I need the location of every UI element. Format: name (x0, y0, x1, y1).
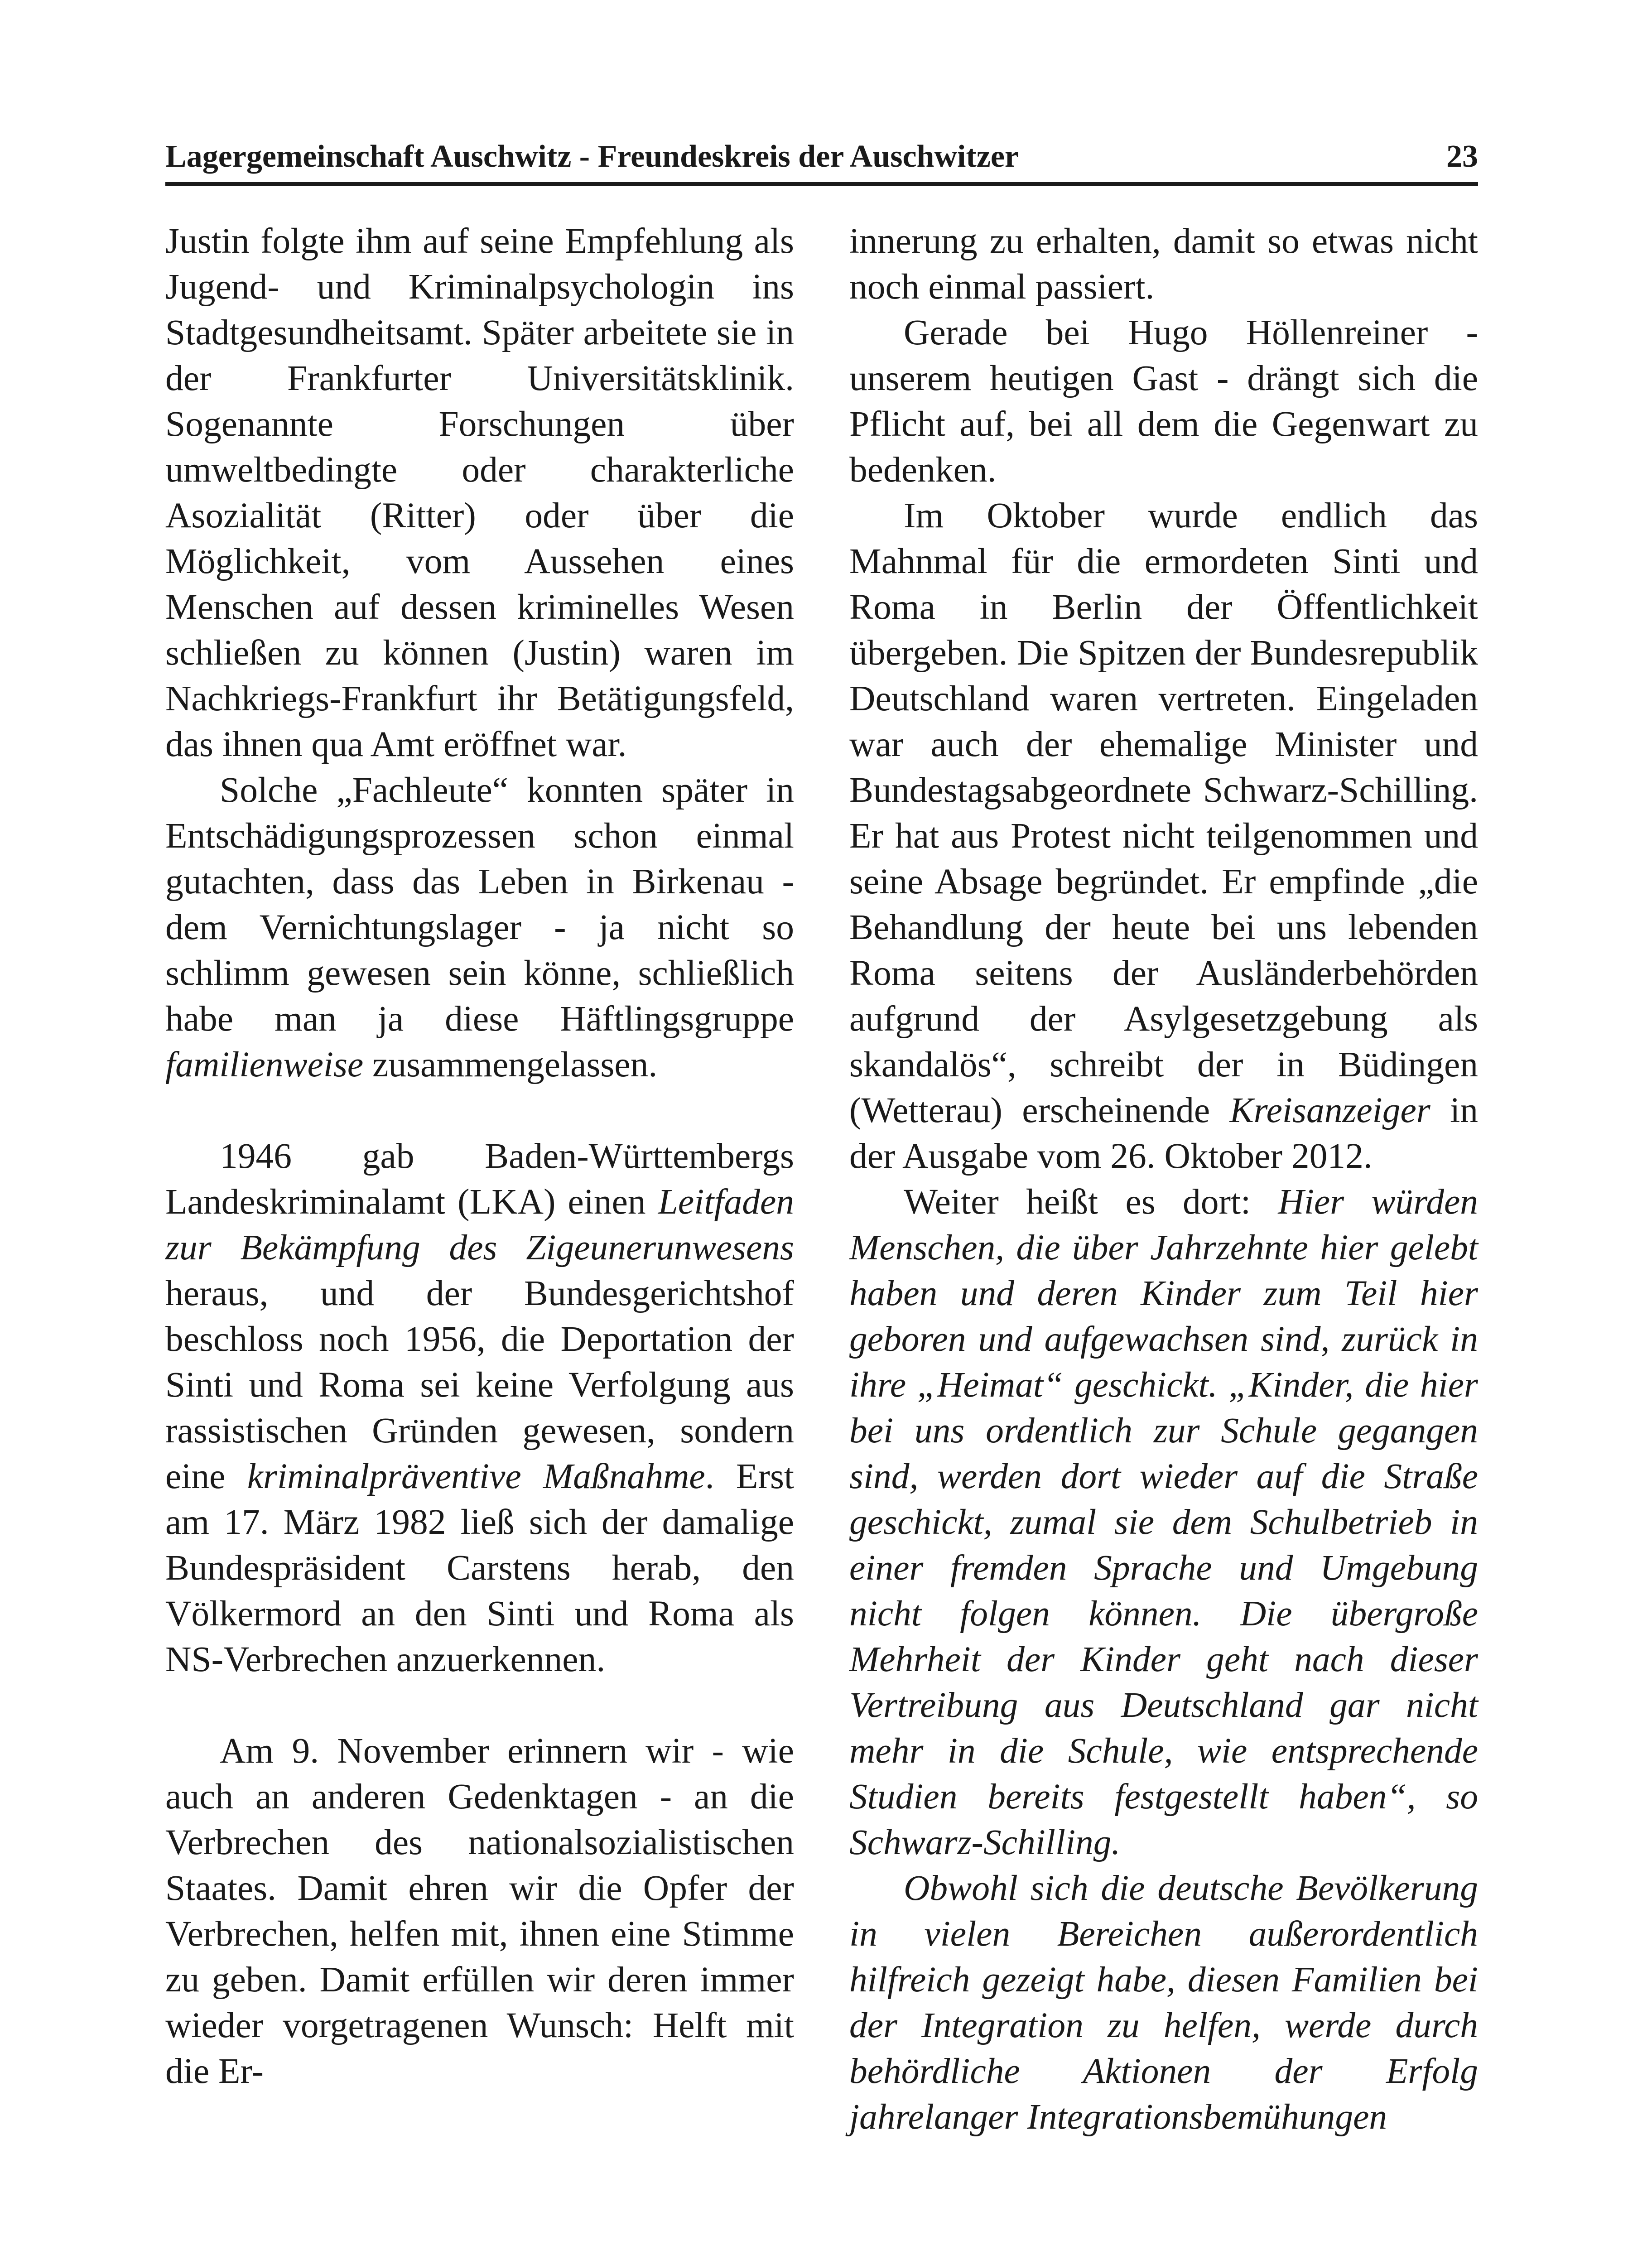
emphasis: Obwohl sich die deutsche Bevölkerung in vielen Bereichen außerordentlich hilfreich gezeigt habe, diesen Familien bei der Integration zu helfen, werde durch behördliche Aktionen der Erfolg jahrelanger Integrationsbemühungen (849, 1868, 1478, 2137)
right-column (849, 218, 1478, 2140)
paragraph (165, 1133, 794, 1682)
header-rule (165, 182, 1478, 186)
text-run: in der Ausgabe vom 26. Oktober 2012. (849, 1090, 1478, 1176)
paragraph (849, 1179, 1478, 1865)
emphasis: familienweise (165, 1045, 364, 1084)
text-run: Solche „Fachleute“ konnten später in Entschädigungsprozessen schon einmal gutachten, dass das Leben in Birkenau - dem Vernichtungslager - ja nicht so schlimm gewesen sein könne, schließlich habe man ja diese Häftlingsgruppe (165, 770, 794, 1039)
emphasis: Hier würden Menschen, die über Jahrzehnte hier gelebt haben und deren Kinder zum Teil hier geboren und aufgewachsen sind, zurück in ihre „Heimat“ geschickt. „Kinder, die hier bei uns ordentlich zur Schule gegangen sind, werden dort wieder auf die Straße geschickt, zumal sie dem Schulbetrieb in einer fremden Sprache und Umgebung nicht folgen können. Die übergroße Mehrheit der Kinder geht nach dieser Vertreibung aus Deutschland gar nicht mehr in die Schule, wie entsprechende Studien bereits festgestellt haben“, so Schwarz-Schilling. (849, 1182, 1478, 1862)
emphasis: Kreisanzeiger (1229, 1090, 1430, 1130)
paragraph (849, 493, 1478, 1179)
text-run: 1946 gab Baden-Württembergs Landeskriminalamt (LKA) einen (165, 1136, 794, 1222)
running-header (165, 135, 1478, 185)
emphasis: Leitfaden zur Bekämpfung des Zigeunerunwesens (165, 1182, 794, 1267)
text-run: heraus, und der Bundesgerichtshof beschloss noch 1956, die Deportation der Sinti und Roma sei keine Verfolgung aus rassistischen Gründen gewesen, sondern eine (165, 1273, 794, 1496)
paragraph: innerung zu erhalten, damit so etwas nicht noch einmal passiert. (849, 221, 1478, 307)
text-run: zusammengelassen. (363, 1045, 658, 1084)
running-title: Lagergemeinschaft Auschwitz - Freundeskreis der Auschwitzer (165, 139, 1019, 174)
text-run: Weiter heißt es dort: (904, 1182, 1278, 1222)
emphasis: kriminalpräventive Maßnahme (247, 1456, 705, 1496)
paragraph: Am 9. November erinnern wir - wie auch an anderen Gedenktagen - an die Verbrechen des nationalsozialistischen Staates. Damit ehren wir die Opfer der Verbrechen, helfen mit, ihnen eine Stimme zu geben. Damit erfüllen wir deren immer wieder vorgetragenen Wunsch: Helft mit die Er- (165, 1731, 794, 2091)
left-column (165, 218, 794, 2094)
text-run: . Erst am 17. März 1982 ließ sich der damalige Bundespräsident Carstens herab, den Völkermord an den Sinti und Roma als NS-Verbrechen anzuerkennen. (165, 1456, 794, 1679)
paragraph: Justin folgte ihm auf seine Empfehlung als Jugend- und Kriminalpsychologin ins Stadtgesundheitsamt. Später arbeitete sie in der Frankfurter Universitätsklinik. Sogenannte Forschungen über umweltbedingte oder charakterliche Asozialität (Ritter) oder über die Möglichkeit, vom Aussehen eines Menschen auf dessen kriminelles Wesen schließen zu können (Justin) waren im Nachkriegs-Frankfurt ihr Betätigungsfeld, das ihnen qua Amt eröffnet war. (165, 221, 794, 764)
paragraph (165, 767, 794, 1088)
text-run: Im Oktober wurde endlich das Mahnmal für die ermordeten Sinti und Roma in Berlin der Öffentlichkeit übergeben. Die Spitzen der Bundesrepublik Deutschland waren vertreten. Eingeladen war auch der ehemalige Minister und Bundestagsabgeordnete Schwarz-Schilling. Er hat aus Protest nicht teilgenommen und seine Absage begründet. Er empfinde „die Behandlung der heute bei uns lebenden Roma seitens der Ausländerbehörden aufgrund der Asylgesetzgebung als skandalös“, schreibt der in Büdingen (Wetterau) erscheinende (849, 496, 1478, 1130)
page-number: 23 (1446, 139, 1478, 174)
paragraph (849, 1865, 1478, 2140)
paragraph: Gerade bei Hugo Höllenreiner - unserem heutigen Gast - drängt sich die Pflicht auf, bei all dem die Gegenwart zu bedenken. (849, 313, 1478, 490)
